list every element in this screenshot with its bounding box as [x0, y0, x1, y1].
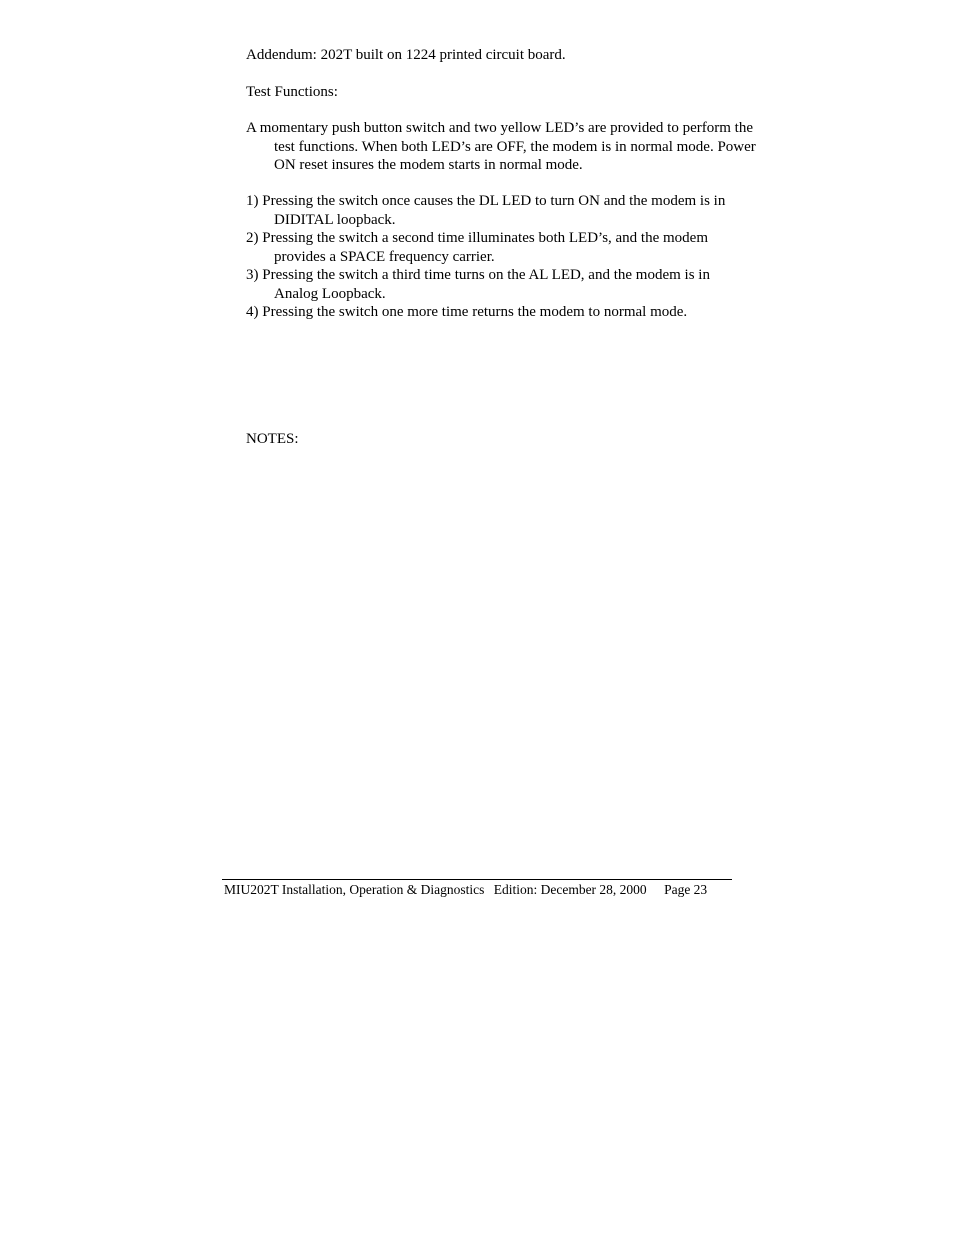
section-heading: Test Functions: — [246, 84, 338, 100]
list-item: 3) Pressing the switch a third time turns on the AL LED, and the modem is in Analog Loopback. — [246, 267, 710, 302]
page-footer — [224, 881, 707, 898]
list-item: 1) Pressing the switch once causes the DL LED to turn ON and the modem is in DIDITAL loopback. — [246, 193, 726, 228]
list-item: 4) Pressing the switch one more time returns the modem to normal mode. — [246, 304, 688, 320]
addendum-line: Addendum: 202T built on 1224 printed circuit board. — [246, 47, 566, 63]
footer-page-number: Page 23 — [664, 882, 708, 897]
footer-edition: Edition: December 28, 2000 — [493, 882, 647, 897]
notes-heading: NOTES: — [246, 431, 299, 447]
test-steps-list — [246, 192, 746, 322]
footer-divider — [222, 879, 732, 880]
footer-title: MIU202T Installation, Operation & Diagnostics — [224, 882, 485, 897]
intro-paragraph: A momentary push button switch and two yellow LED’s are provided to perform the test functions. When both LED’s are OFF, the modem is in normal mode. Power ON reset insures the modem starts in normal mode. — [246, 120, 756, 173]
list-item: 2) Pressing the switch a second time illuminates both LED’s, and the modem provides a SPACE frequency carrier. — [246, 230, 709, 265]
